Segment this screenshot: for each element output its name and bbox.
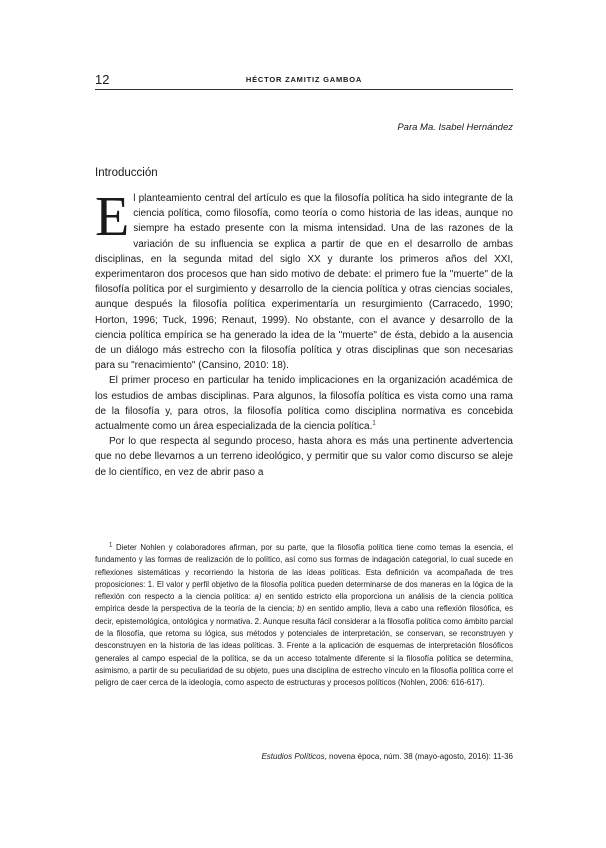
page-footer: [95, 752, 513, 761]
footnote-text-3: en sentido amplio, lleva a cabo una reflexión filosófica, es decir, epistemológica, ontológica y normativa. 2. Aunque resulta fácil considerar a la filosofía política como ámbito parcial de la filosofía, que retoma su lógica, sus métodos y potenciales de interpretación, se conservan, se reconstruyen y desconstruyen en la historia de las ideas políticas. 3. Frente a la aplicación de esquemas de interpretación filosóficos generales al campo especial de la política, se da un acceso totalmente diferente si la filosofía política se determina, asimismo, a partir de su peculiaridad de su objeto, pues una disciplina de estrecho vínculo en la filosofía política corre el peligro de caer cerca de la ideología, como aspecto de estructuras y procesos políticos (Nohlen, 2006: 616-617).: [95, 604, 513, 688]
paragraph-3-text: Por lo que respecta al segundo proceso, hasta ahora es más una pertinente advertencia que no debe llevarnos a un terreno ideológico, y permitir que su valor como discurso se aleje de lo científico, en vez de abrir paso a: [95, 436, 513, 478]
page-header: [95, 72, 513, 88]
paragraph-2-text: El primer proceso en particular ha tenido implicaciones en la organización académica de los estudios de ambas disciplinas. Para algunos, la filosofía política es vista como una rama de la filosofía y, para otros, la filosofía política como disciplina normativa es concebida actualmente como un área especializada de la ciencia política.: [95, 375, 513, 433]
journal-name: Estudios Políticos: [261, 752, 325, 761]
footnote-text-2: en sentido estricto ella proporciona un análisis de la ciencia política empírica desde la perspectiva de la teoría de la ciencia;: [95, 592, 513, 614]
footnote-1: [95, 542, 513, 690]
footnote-text-1: Dieter Nohlen y colaboradores afirman, por su parte, que la filosofía política tiene como temas la esencia, el fundamento y las formas de realización de lo político, así como sus formas de indagación categorial, lo cual sucede en reflexiones sistemáticas y recorriendo la historia de las ideas políticas. Esta definición va acompañada de tres proposiciones: 1. El valor y perfil objetivo de la filosofía política pueden determinarse de dos maneras en la lógica de la reflexión con respecto a la ciencia política:: [95, 543, 513, 602]
footnote-mark: 1: [109, 542, 113, 549]
paragraph-2: [95, 373, 513, 434]
body-text: [95, 186, 513, 480]
section-title: Introducción: [95, 167, 158, 179]
footnote-marker-b: b): [297, 604, 305, 614]
footnote-marker-a: a): [254, 592, 262, 602]
header-rule: [95, 89, 513, 90]
footnote-reference[interactable]: 1: [372, 420, 376, 427]
drop-cap: E: [95, 186, 130, 248]
page-number: 12: [95, 72, 110, 87]
dedication: Para Ma. Isabel Hernández: [397, 122, 513, 133]
paragraph-3: [95, 434, 513, 480]
footnotes: [95, 542, 513, 690]
running-head: HÉCTOR ZAMITIZ GAMBOA: [245, 75, 363, 84]
paragraph-1-text: l planteamiento central del artículo es que la filosofía política ha sido integrante de la ciencia política, como filosofía, como teoría o como historia de las ideas, aunque no siempre ha estado presente con la misma intensidad. Una de las razones de la variación de su influencia se explica a partir de que en el desarrollo de ambas disciplinas, en la segunda mitad del siglo XX y durante los primeros años del XXI, experimentaron dos procesos que han sido motivo de debate: el primero fue la "muerte" de la filosofía política por el surgimiento y desarrollo de la ciencia política y otras ciencias sociales, aunque después la filosofía política experimentaría un resurgimiento (Carracedo, 1990; Horton, 1996; Tuck, 1996; Renaut, 1999). No obstante, con el avance y desarrollo de la ciencia política empírica se ha generado la idea de la "muerte" de ésta, debido a la ausencia de un diálogo más estrecho con la filosofía política y otras disciplinas que son necesarias para su "renacimiento" (Cansino, 2010: 18).: [95, 193, 513, 372]
paragraph-1: [95, 186, 513, 373]
journal-details: , novena época, núm. 38 (mayo-agosto, 2016): 11-36: [324, 752, 513, 761]
